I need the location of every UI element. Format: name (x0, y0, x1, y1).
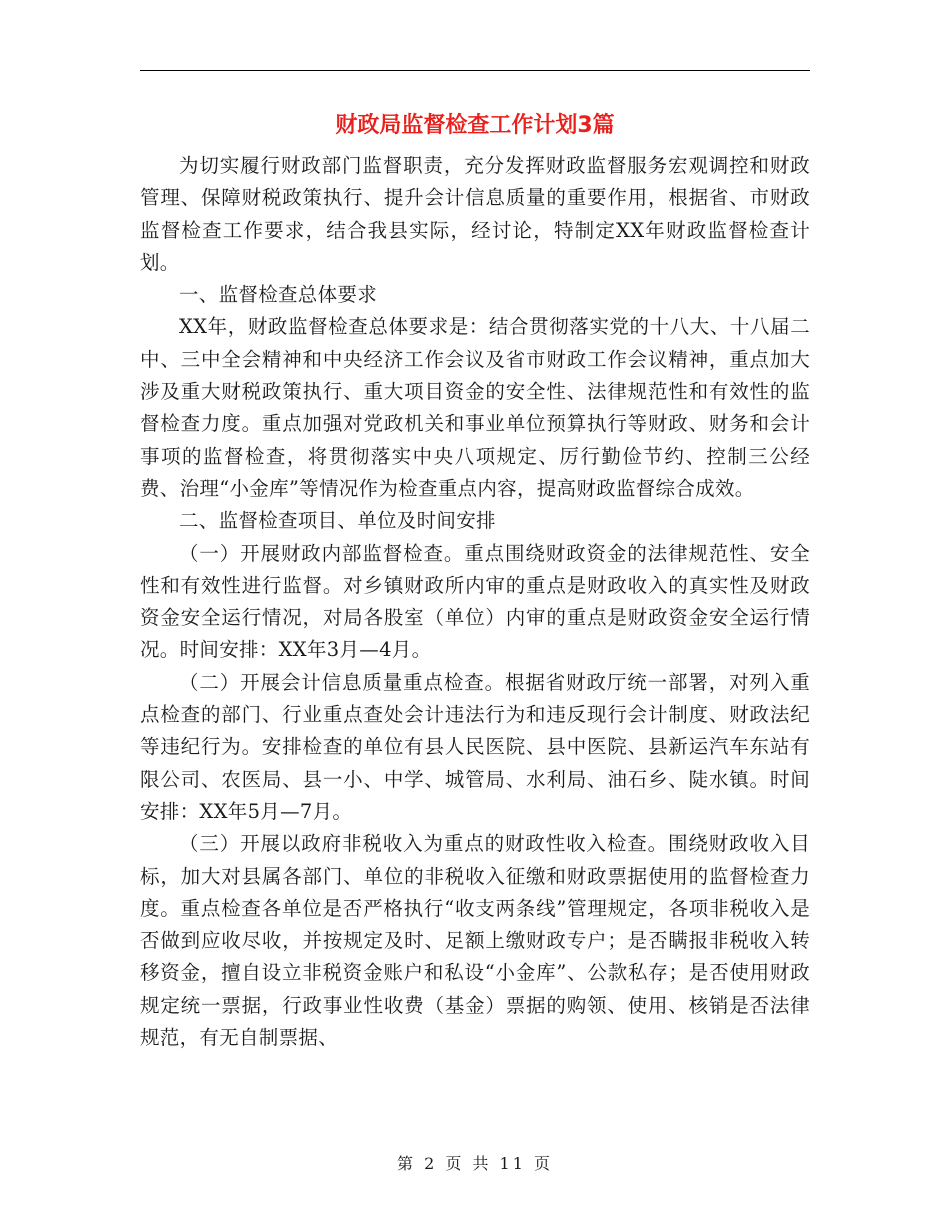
item-non-tax-revenue-paragraph: （三）开展以政府非税收入为重点的财政性收入检查。围绕财政收入目标，加大对县属各部门、单位的非税收入征缴和财政票据使用的监督检查力度。重点检查各单位是否严格执行“收支两条线”管理规定，各项非税收入是否做到应收尽收，并按规定及时、足额上缴财政专户；是否瞒报非税收入转移资金，擅自设立非税资金账户和私设“小金库”、公款私存；是否使用财政规定统一票据，行政事业性收费（基金）票据的购领、使用、核销是否法律规范，有无自制票据、 (140, 832, 810, 1050)
header-divider (140, 70, 810, 71)
section-heading-general-requirements: 一、监督检查总体要求 (179, 283, 378, 307)
item-accounting-quality-paragraph: （二）开展会计信息质量重点检查。根据省财政厅统一部署，对列入重点检查的部门、行业重点查处会计违法行为和违反现行会计制度、财政法纪等违纪行为。安排检查的单位有县人民医院、县中医院、县新运汽车东站有限公司、农医局、县一小、中学、城管局、水利局、油石乡、陡水镇。时间安排：XX年5月—7月。 (140, 670, 810, 823)
page-number-footer: 第 2 页 共 11 页 (397, 1154, 553, 1173)
document-body (140, 150, 810, 1054)
document-title: 财政局监督检查工作计划3篇 (335, 113, 615, 138)
item-internal-supervision-paragraph: （一）开展财政内部监督检查。重点围绕财政资金的法律规范性、安全性和有效性进行监督。对乡镇财政所内审的重点是财政收入的真实性及财政资金安全运行情况，对局各股室（单位）内审的重点是财政资金安全运行情况。时间安排：XX年3月—4月。 (140, 541, 810, 662)
general-requirements-paragraph: XX年，财政监督检查总体要求是：结合贯彻落实党的十八大、十八届二中、三中全会精神和中央经济工作会议及省市财政工作会议精神，重点加大涉及重大财税政策执行、重大项目资金的安全性、法律规范性和有效性的监督检查力度。重点加强对党政机关和事业单位预算执行等财政、财务和会计事项的监督检查，将贯彻落实中央八项规定、厉行勤俭节约、控制三公经费、治理“小金库”等情况作为检查重点内容，提高财政监督综合成效。 (140, 315, 810, 500)
section-heading-projects-schedule: 二、监督检查项目、单位及时间安排 (179, 509, 496, 533)
intro-paragraph: 为切实履行财政部门监督职责，充分发挥财政监督服务宏观调控和财政管理、保障财税政策执行、提升会计信息质量的重要作用，根据省、市财政监督检查工作要求，结合我县实际，经讨论，特制定XX年财政监督检查计划。 (140, 154, 810, 274)
